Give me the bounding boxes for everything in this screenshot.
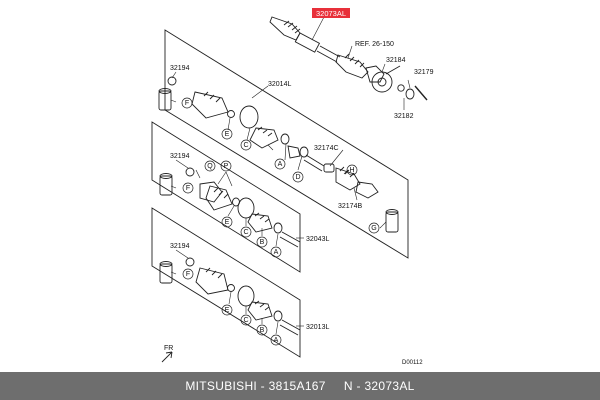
- fr-arrow-icon: [162, 352, 172, 362]
- highlight-label: 32073AL: [315, 9, 347, 18]
- callout-C: C: [243, 229, 249, 236]
- part-label-32179: 32179: [414, 69, 434, 76]
- callout-B: B: [259, 239, 265, 246]
- diagram-code: D00112: [402, 360, 423, 366]
- callout-E: E: [224, 131, 230, 138]
- callout-D: D: [295, 174, 301, 181]
- callout-G: G: [371, 225, 377, 232]
- brand-label: MITSUBISHI: [185, 379, 258, 393]
- hub-hardware: [398, 85, 427, 100]
- callout-F: F: [185, 185, 191, 192]
- callout-A: A: [277, 161, 283, 168]
- part-label-32013L: 32013L: [306, 324, 330, 331]
- callout-E: E: [224, 307, 230, 314]
- callout-B: B: [259, 327, 265, 334]
- part-label-32174B: 32174B: [338, 203, 363, 210]
- part-number-label: 3815A167: [268, 379, 326, 393]
- part-label-32043L: 32043L: [306, 236, 330, 243]
- ref-note: REF. 26-150: [355, 41, 394, 48]
- caption-bar: MITSUBISHI - 3815A167 N - 32073AL: [0, 372, 600, 400]
- part-label-32194-top: 32194: [170, 65, 190, 72]
- part-label-32014L: 32014L: [268, 81, 292, 88]
- callout-P: P: [223, 163, 229, 170]
- callout-F: F: [184, 100, 190, 107]
- callout-A: A: [273, 249, 279, 256]
- callout-C: C: [243, 317, 249, 324]
- letter-circles: [182, 98, 379, 345]
- part-label-32194-bot: 32194: [170, 243, 190, 250]
- fr-label: FR: [164, 345, 174, 352]
- callout-C: C: [243, 142, 249, 149]
- part-label-32174C: 32174C: [314, 145, 339, 152]
- callout-Q: Q: [207, 163, 213, 170]
- leader-lines: [171, 17, 410, 334]
- part-label-32182: 32182: [394, 113, 414, 120]
- callout-F: F: [185, 271, 191, 278]
- callout-H: H: [349, 167, 355, 174]
- part-label-32184: 32184: [386, 57, 406, 64]
- part-label-32194-mid: 32194: [170, 153, 190, 160]
- catalog-number-label: N - 32073AL: [343, 379, 415, 393]
- callout-E: E: [224, 219, 230, 226]
- callout-A: A: [273, 337, 279, 344]
